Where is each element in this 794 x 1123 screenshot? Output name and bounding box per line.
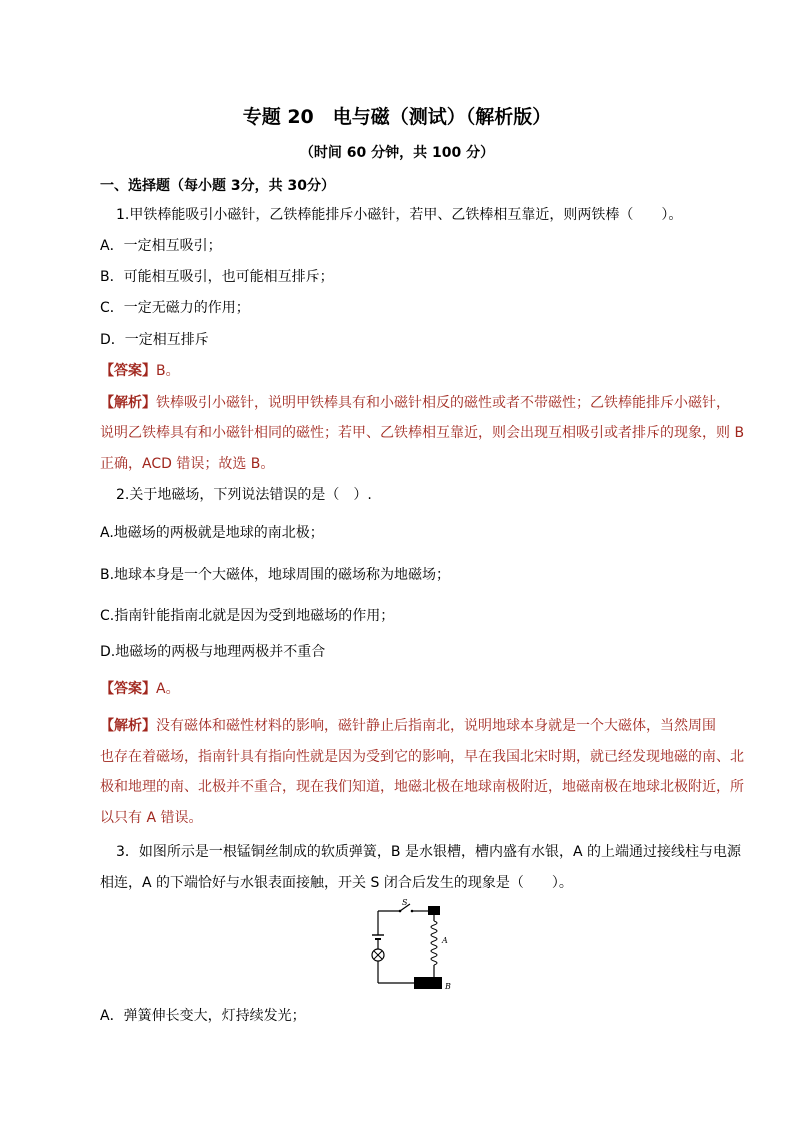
answer-tag: 【答案】 [100,363,156,379]
q2-stem: 2.关于地磁场，下列说法错误的是（ ）. [116,487,372,503]
q2-option-c: C.指南针能指南北就是因为受到地磁场的作用； [100,608,395,624]
q1-option-c: C．一定无磁力的作用； [100,300,250,316]
q3-option-a: A．弹簧伸长变大，灯持续发光； [100,1008,306,1024]
answer-value: B。 [156,363,180,379]
page-subtitle: （时间 60 分钟，共 100 分） [299,145,495,161]
answer-value: A。 [156,681,180,697]
q1-analysis-line-2: 说明乙铁棒具有和小磁针相同的磁性；若甲、乙铁棒相互靠近，则会出现互相吸引或者排斥的现象，则 B [100,425,745,441]
analysis-text: 铁棒吸引小磁针，说明甲铁棒具有和小磁针相反的磁性或者不带磁性；乙铁棒能排斥小磁针， [156,395,730,411]
q2-option-b: B.地球本身是一个大磁体，地球周围的磁场称为地磁场； [100,567,451,583]
q1-option-a: A．一定相互吸引； [100,238,222,254]
analysis-tag: 【解析】 [100,718,156,734]
mercury-trough [414,977,442,989]
q1-analysis-line-1 [100,393,730,413]
q3-stem-line-1: 3．如图所示是一根锰铜丝制成的软质弹簧，B 是水银槽，槽内盛有水银，A 的上端通过接线柱与电源 [116,844,741,860]
q2-option-d: D.地磁场的两极与地理两极并不重合 [100,644,326,660]
section-heading: 一、选择题（每小题 3分，共 30分） [100,178,335,194]
label-a: A [442,936,448,945]
q3-stem-line-2: 相连，A 的下端恰好与水银表面接触，开关 S 闭合后发生的现象是（ ）。 [100,875,573,891]
circuit-diagram [366,897,456,997]
label-b: B [445,982,451,991]
spring-coil [431,921,437,965]
analysis-text: 没有磁体和磁性材料的影响，磁针静止后指南北，说明地球本身就是一个大磁体，当然周围 [156,718,716,734]
switch-pivot [399,910,402,913]
q2-analysis-line-3: 极和地理的南、北极并不重合，现在我们知道，地磁北极在地球南极附近，地磁南极在地球北极附近，所 [100,779,744,795]
q1-option-b: B．可能相互吸引，也可能相互排斥； [100,269,334,285]
q1-option-d: D．一定相互排斥 [100,332,209,348]
answer-tag: 【答案】 [100,681,156,697]
q2-analysis-line-2: 也存在着磁场，指南针具有指向性就是因为受到它的影响，早在我国北宋时期，就已经发现地磁的南、北 [100,749,744,765]
q1-stem: 1.甲铁棒能吸引小磁针，乙铁棒能排斥小磁针，若甲、乙铁棒相互靠近，则两铁棒（ ）。 [116,207,683,223]
q2-analysis-line-4: 以只有 A 错误。 [100,810,203,826]
q2-analysis-line-1 [100,716,716,736]
analysis-tag: 【解析】 [100,395,156,411]
page-title: 专题 20 电与磁（测试）（解析版） [242,106,552,128]
q2-answer [100,679,180,699]
q1-answer [100,361,180,381]
terminal-block [428,906,440,915]
q1-analysis-line-3: 正确，ACD 错误；故选 B。 [100,456,275,472]
label-s: S [402,898,408,907]
q2-option-a: A.地磁场的两极就是地球的南北极； [100,525,324,541]
